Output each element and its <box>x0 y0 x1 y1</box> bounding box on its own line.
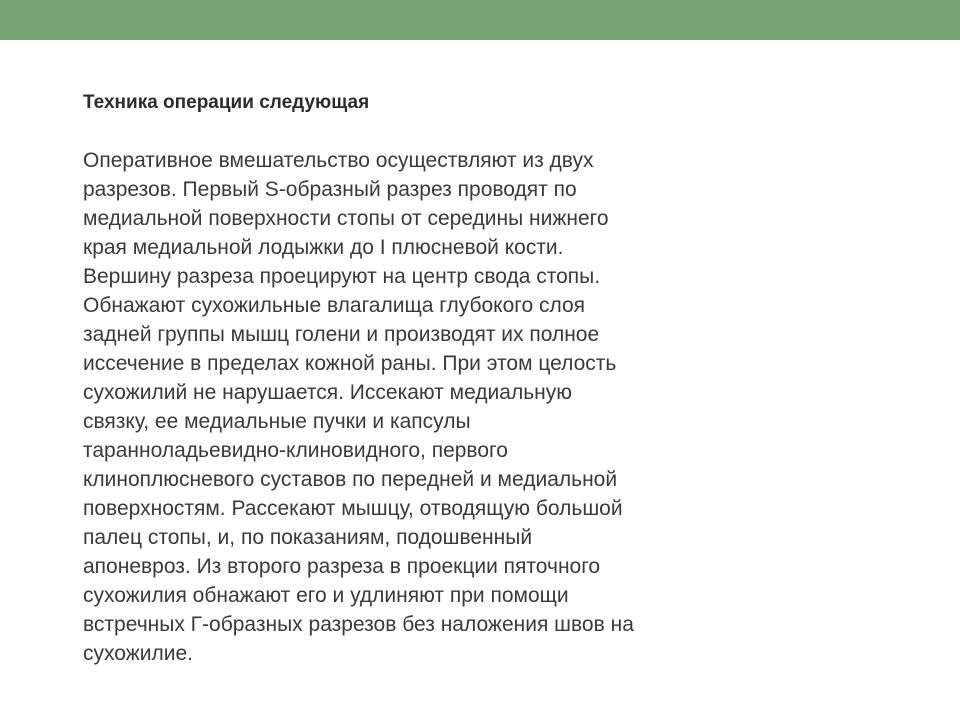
body-line: таранноладьевидно-клиновидного, первого <box>83 439 508 462</box>
body-line: апоневроз. Из второго разреза в проекции пяточного <box>83 555 601 578</box>
body-line: сухожилий не нарушается. Иссекают медиальную <box>83 381 572 404</box>
body-line: поверхностям. Рассекают мышцу, отводящую большой <box>83 497 623 520</box>
body-line: палец стопы, и, по показаниям, подошвенный <box>83 526 533 549</box>
body-line: задней группы мышц голени и производят их полное <box>83 323 600 346</box>
top-accent-bar <box>0 0 960 40</box>
body-line: Оперативное вмешательство осуществляют из двух <box>83 149 594 172</box>
body-line: встречных Г-образных разрезов без наложения швов на <box>83 613 634 636</box>
body-line: медиальной поверхности стопы от середины нижнего <box>83 207 609 230</box>
body-line: сухожилие. <box>83 642 193 665</box>
slide-content <box>83 88 743 668</box>
body-line: разрезов. Первый S-образный разрез проводят по <box>83 178 577 201</box>
body-text <box>83 146 743 668</box>
body-line: Обнажают сухожильные влагалища глубокого слоя <box>83 294 586 317</box>
body-line: иссечение в пределах кожной раны. При этом целость <box>83 352 617 375</box>
body-line: края медиальной лодыжки до I плюсневой кости. <box>83 236 564 259</box>
body-line: Вершину разреза проецируют на центр свода стопы. <box>83 265 601 288</box>
body-line: связку, ее медиальные пучки и капсулы <box>83 410 471 433</box>
body-line: клиноплюсневого суставов по передней и медиальной <box>83 468 618 491</box>
body-line: сухожилия обнажают его и удлиняют при помощи <box>83 584 569 607</box>
slide-heading: Техника операции следующая <box>83 92 370 113</box>
